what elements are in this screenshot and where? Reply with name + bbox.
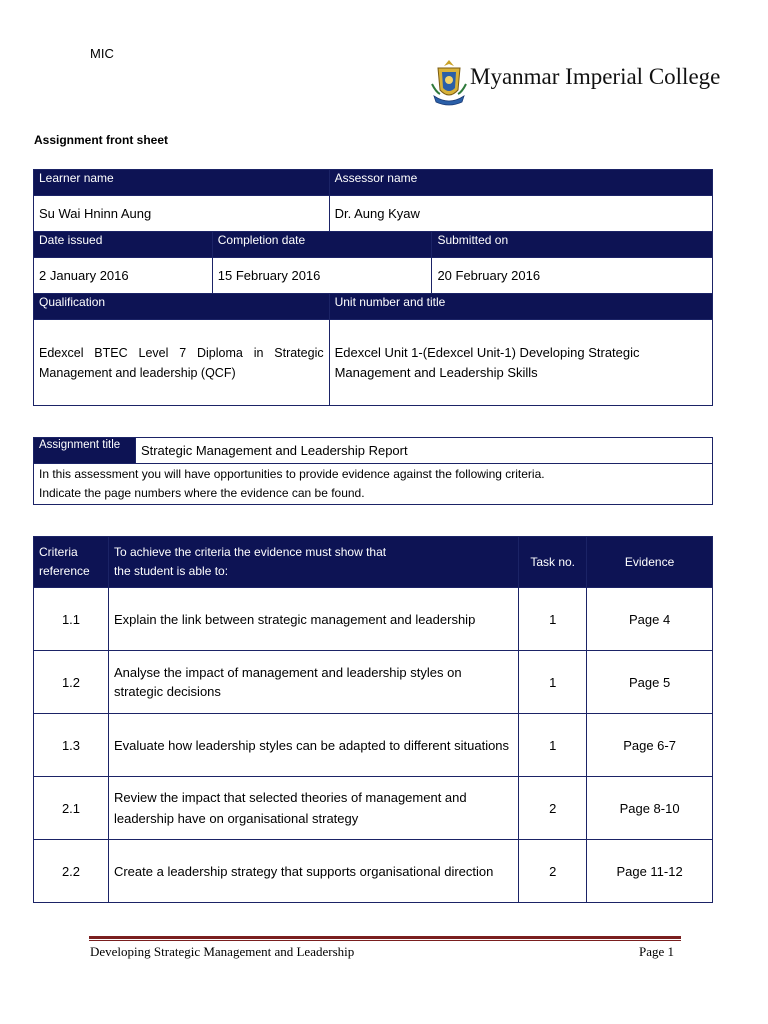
date-issued-value: 2 January 2016 <box>34 258 213 294</box>
assignment-title-label: Assignment title <box>34 438 136 464</box>
learner-name-value: Su Wai Hninn Aung <box>34 196 330 232</box>
criteria-header-line-1: Criteria <box>39 545 78 559</box>
criteria-description-header <box>108 537 518 588</box>
criteria-text: Explain the link between strategic management and leadership <box>108 588 518 651</box>
table-row <box>34 651 713 714</box>
qualification-label: Qualification <box>34 294 330 320</box>
qualification-value: Edexcel BTEC Level 7 Diploma in Strategic Management and leadership (QCF) <box>34 320 330 406</box>
assessor-name-label: Assessor name <box>329 170 712 196</box>
evidence-page: Page 6-7 <box>587 714 713 777</box>
table-row <box>34 777 713 840</box>
task-no: 2 <box>519 777 587 840</box>
criteria-ref: 1.3 <box>34 714 109 777</box>
criteria-header-line-2: reference <box>39 564 90 578</box>
college-name: Myanmar Imperial College <box>470 64 721 89</box>
footer-document-title: Developing Strategic Management and Leadership <box>90 944 355 959</box>
table-row <box>34 840 713 903</box>
criteria-ref: 1.2 <box>34 651 109 714</box>
header-mic: MIC <box>90 46 114 61</box>
college-logo <box>430 58 721 108</box>
assignment-instructions <box>34 464 713 505</box>
footer-page-number: Page 1 <box>639 944 675 959</box>
unit-label: Unit number and title <box>329 294 712 320</box>
criteria-text: Analyse the impact of management and leadership styles on strategic decisions <box>108 651 518 714</box>
criteria-text: Review the impact that selected theories of management and leadership have on organisational strategy <box>108 777 518 840</box>
submitted-on-label: Submitted on <box>432 232 713 258</box>
criteria-ref: 2.2 <box>34 840 109 903</box>
task-no: 1 <box>519 588 587 651</box>
assignment-title-table <box>33 437 713 505</box>
description-header-line-1: To achieve the criteria the evidence must show that <box>113 545 387 559</box>
criteria-table <box>33 536 713 903</box>
table-row <box>34 588 713 651</box>
page-title: Assignment front sheet <box>34 133 169 147</box>
assessor-name-value: Dr. Aung Kyaw <box>329 196 712 232</box>
task-no: 1 <box>519 714 587 777</box>
learner-info-table <box>33 169 713 406</box>
crest-icon <box>430 58 468 108</box>
criteria-text: Create a leadership strategy that supports organisational direction <box>108 840 518 903</box>
criteria-reference-header <box>34 537 109 588</box>
task-no: 1 <box>519 651 587 714</box>
evidence-page: Page 8-10 <box>587 777 713 840</box>
evidence-page: Page 11-12 <box>587 840 713 903</box>
footer-rule-thin <box>89 940 681 941</box>
instruction-line-1: In this assessment you will have opportunities to provide evidence against the following criteria. <box>39 467 545 481</box>
criteria-ref: 2.1 <box>34 777 109 840</box>
instruction-line-2: Indicate the page numbers where the evidence can be found. <box>39 486 365 500</box>
completion-date-label: Completion date <box>212 232 432 258</box>
date-issued-label: Date issued <box>34 232 213 258</box>
completion-date-value: 15 February 2016 <box>212 258 432 294</box>
criteria-text: Evaluate how leadership styles can be adapted to different situations <box>108 714 518 777</box>
criteria-ref: 1.1 <box>34 588 109 651</box>
submitted-on-value: 20 February 2016 <box>432 258 713 294</box>
learner-name-label: Learner name <box>34 170 330 196</box>
table-row <box>34 714 713 777</box>
unit-value: Edexcel Unit 1-(Edexcel Unit-1) Developing Strategic Management and Leadership Skills <box>329 320 712 406</box>
task-no: 2 <box>519 840 587 903</box>
description-header-line-2: the student is able to: <box>113 564 229 578</box>
footer-rule-thick <box>89 936 681 939</box>
evidence-page: Page 5 <box>587 651 713 714</box>
task-no-header: Task no. <box>519 537 587 588</box>
assignment-title-value: Strategic Management and Leadership Report <box>135 438 712 464</box>
evidence-header: Evidence <box>587 537 713 588</box>
evidence-page: Page 4 <box>587 588 713 651</box>
